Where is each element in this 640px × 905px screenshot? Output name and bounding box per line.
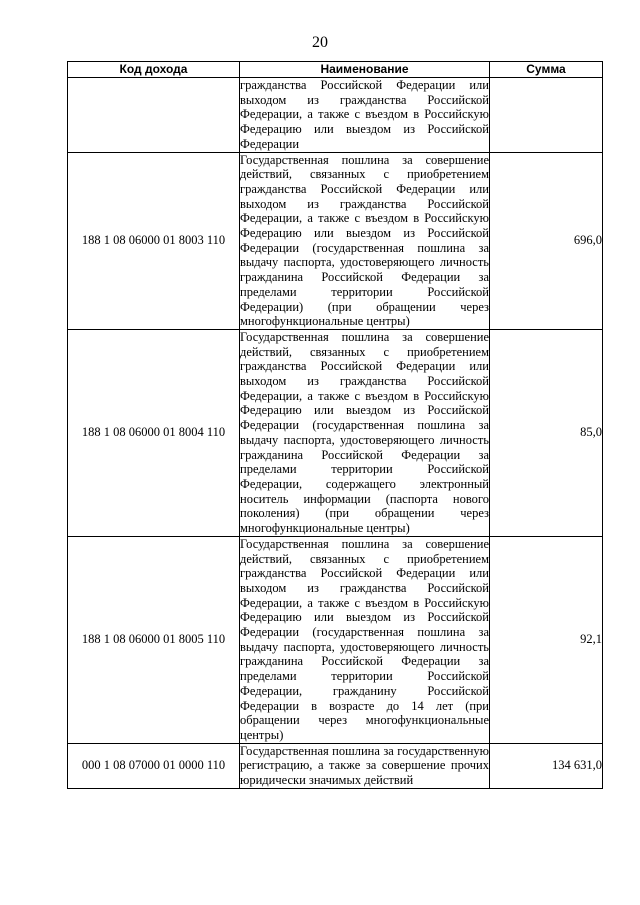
row-sum: 696,0: [490, 152, 603, 329]
row-code: 000 1 08 07000 01 0000 110: [68, 743, 240, 788]
table-row: [68, 536, 603, 743]
row-code: 188 1 08 06000 01 8004 110: [68, 329, 240, 536]
row-name-text: гражданства Российской Федерации или выходом из гражданства Российской Федерации, а также с въездом в Российскую Федерацию или выездом из Российской Федерации: [240, 78, 489, 151]
table-row: [68, 78, 603, 153]
row-code: 188 1 08 06000 01 8003 110: [68, 152, 240, 329]
header-code: Код дохода: [68, 62, 240, 78]
row-sum: 85,0: [490, 329, 603, 536]
row-name: [240, 78, 490, 153]
revenue-table: [67, 61, 603, 789]
row-name: [240, 743, 490, 788]
row-name-text: Государственная пошлина за совершение действий, связанных с приобретением гражданства Российской Федерации или выходом из гражданства Российской Федерации, а также с въездом в Российскую Федерацию или выездом из Российской Федерации (государственная пошлина за выдачу паспорта, удостоверяющего личность гражданина Российской Федерации за пределами территории Российской Федерации, гражданину Российской Федерации в возрасте до 14 лет (при обращении через многофункциональные центры): [240, 536, 489, 742]
table-row: [68, 743, 603, 788]
row-code: 188 1 08 06000 01 8005 110: [68, 536, 240, 743]
row-name: [240, 536, 490, 743]
header-sum: Сумма: [490, 62, 603, 78]
row-sum: 134 631,0: [490, 743, 603, 788]
table-row: [68, 152, 603, 329]
row-name-text: Государственная пошлина за совершение действий, связанных с приобретением гражданства Российской Федерации или выходом из гражданства Российской Федерации, а также с въездом в Российскую Федерацию или выездом из Российской Федерации (государственная пошлина за выдачу паспорта, удостоверяющего личность гражданина Российской Федерации за пределами территории Российской Федерации) (при обращении через многофункциональные центры): [240, 152, 489, 329]
row-name: [240, 152, 490, 329]
header-name: Наименование: [240, 62, 490, 78]
row-name-text: Государственная пошлина за совершение действий, связанных с приобретением гражданства Российской Федерации или выходом из гражданства Российской Федерации, а также с въездом в Российскую Федерацию или выездом из Российской Федерации (государственная пошлина за выдачу паспорта, удостоверяющего личность гражданина Российской Федерации за пределами территории Российской Федерации, содержащего электронный носитель информации (паспорта нового поколения) (при обращении через многофункциональные центры): [240, 329, 489, 536]
row-code: [68, 78, 240, 153]
table-row: [68, 329, 603, 536]
row-name: [240, 329, 490, 536]
row-sum: [490, 78, 603, 153]
row-name-text: Государственная пошлина за государственную регистрацию, а также за совершение прочих юридически значимых действий: [240, 743, 489, 788]
table-header-row: [68, 62, 603, 78]
row-sum: 92,1: [490, 536, 603, 743]
page-number: 20: [312, 34, 328, 51]
